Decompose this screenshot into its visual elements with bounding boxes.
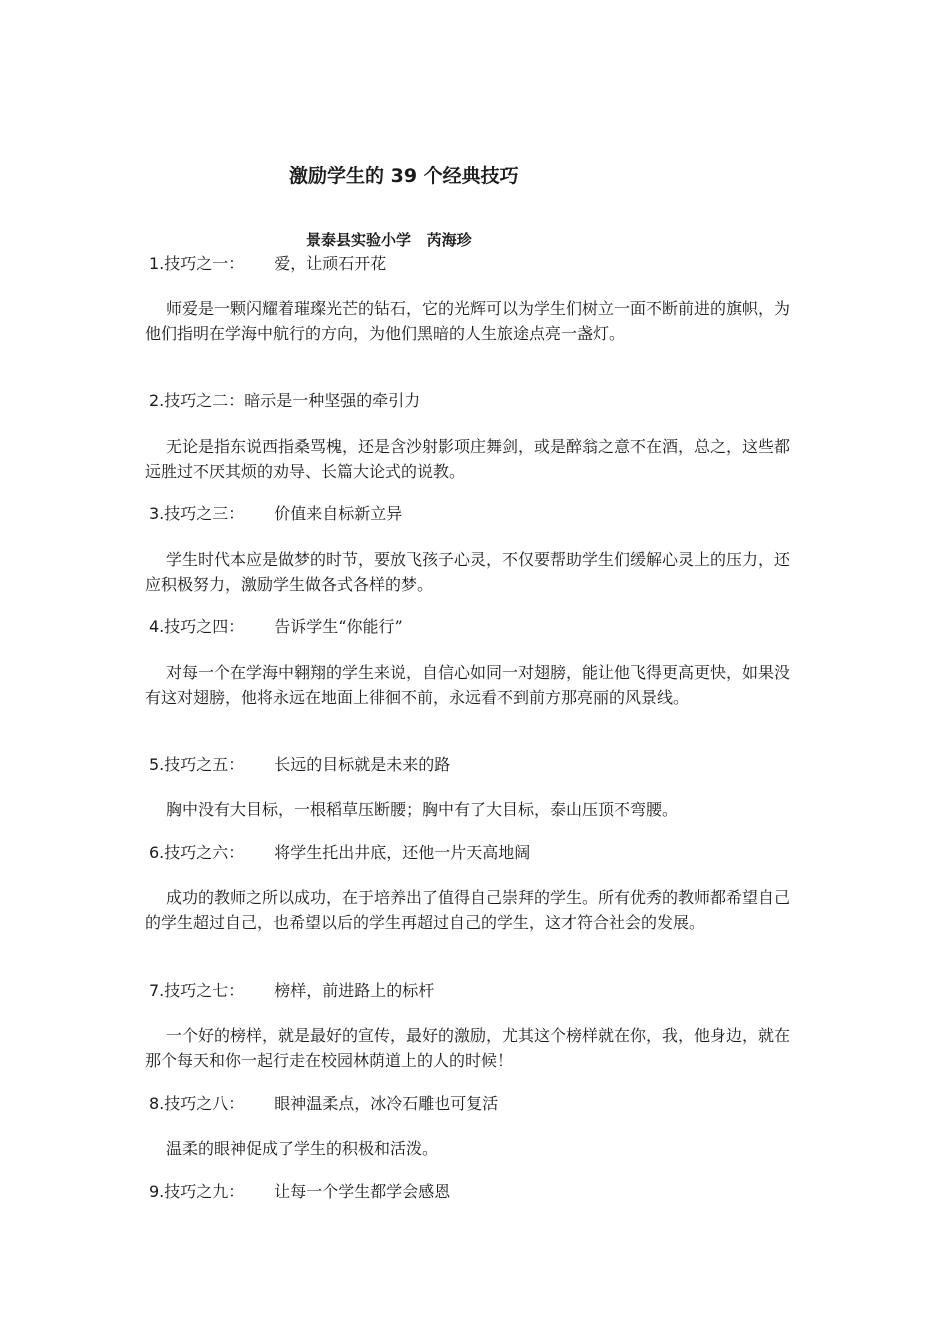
tip-body-1: 师爱是一颗闪耀着璀璨光芒的钻石，它的光辉可以为学生们树立一面不断前进的旗帜，为他们指明在学海中航行的方向，为他们黑暗的人生旅途点亮一盏灯。 [145, 299, 791, 343]
tip-title: 眼神温柔点，冰冷石雕也可复活 [274, 1094, 499, 1113]
tip-label: 技巧之九： [164, 1182, 245, 1201]
tip-number: 8. [149, 1094, 165, 1113]
tip-heading-9 [149, 1180, 450, 1204]
tip-title: 爱，让顽石开花 [274, 254, 387, 273]
tip-body-2: 无论是指东说西指桑骂槐，还是含沙射影项庄舞剑，或是醉翁之意不在酒，总之，这些都远胜过不厌其烦的劝导、长篇大论式的说教。 [145, 437, 791, 481]
tip-title: 榜样，前进路上的标杆 [274, 981, 435, 1000]
tip-number: 7. [149, 981, 165, 1000]
tip-title: 让每一个学生都学会感恩 [274, 1182, 451, 1201]
tip-number: 6. [149, 843, 165, 862]
tip-heading-6 [149, 841, 530, 865]
tip-body-3: 学生时代本应是做梦的时节，要放飞孩子心灵，不仅要帮助学生们缓解心灵上的压力，还应积极努力，激励学生做各式各样的梦。 [145, 550, 791, 594]
tip-number: 5. [149, 755, 165, 774]
tip-body-6: 成功的教师之所以成功，在于培养出了值得自己崇拜的学生。所有优秀的教师都希望自己的学生超过自己，也希望以后的学生再超过自己的学生，这才符合社会的发展。 [145, 888, 791, 932]
tip-number: 9. [149, 1182, 165, 1201]
author-byline: 景泰县实验小学 芮海珍 [306, 231, 472, 249]
tip-label: 技巧之七： [164, 981, 245, 1000]
tip-heading-4 [149, 615, 403, 639]
tip-label: 技巧之五： [164, 755, 245, 774]
tip-label: 技巧之八： [164, 1094, 245, 1113]
tip-label: 技巧之二： [164, 391, 245, 410]
tip-number: 3. [149, 504, 165, 523]
tip-label: 技巧之六： [164, 843, 245, 862]
tip-title: 暗示是一种坚强的牵引力 [244, 391, 421, 410]
tip-heading-3 [149, 502, 402, 526]
tip-heading-8 [149, 1092, 498, 1116]
tip-number: 1. [149, 254, 165, 273]
tip-body-5: 胸中没有大目标，一根稻草压断腰；胸中有了大目标，泰山压顶不弯腰。 [166, 800, 679, 819]
tip-title: 将学生托出井底，还他一片天高地阔 [274, 843, 531, 862]
tip-body-4: 对每一个在学海中翱翔的学生来说，自信心如同一对翅膀，能让他飞得更高更快，如果没有这对翅膀，他将永远在地面上徘徊不前，永远看不到前方那亮丽的风景线。 [145, 663, 791, 707]
tip-heading-1 [149, 252, 386, 276]
tip-heading-2 [149, 389, 420, 413]
tip-label: 技巧之三： [164, 504, 245, 523]
tip-label: 技巧之一： [164, 254, 245, 273]
tip-title: 价值来自标新立异 [274, 504, 403, 523]
tip-number: 2. [149, 391, 165, 410]
tip-heading-5 [149, 753, 450, 777]
tip-body-8: 温柔的眼神促成了学生的积极和活泼。 [166, 1139, 439, 1158]
tip-label: 技巧之四： [164, 617, 245, 636]
tip-number: 4. [149, 617, 165, 636]
tip-body-7: 一个好的榜样，就是最好的宣传，最好的激励，尤其这个榜样就在你，我，他身边，就在那个每天和你一起行走在校园林荫道上的人的时候！ [145, 1026, 791, 1070]
document-title: 激励学生的 39 个经典技巧 [289, 165, 519, 187]
tip-heading-7 [149, 979, 434, 1003]
tip-title: 告诉学生“你能行” [274, 617, 403, 636]
tip-title: 长远的目标就是未来的路 [274, 755, 451, 774]
